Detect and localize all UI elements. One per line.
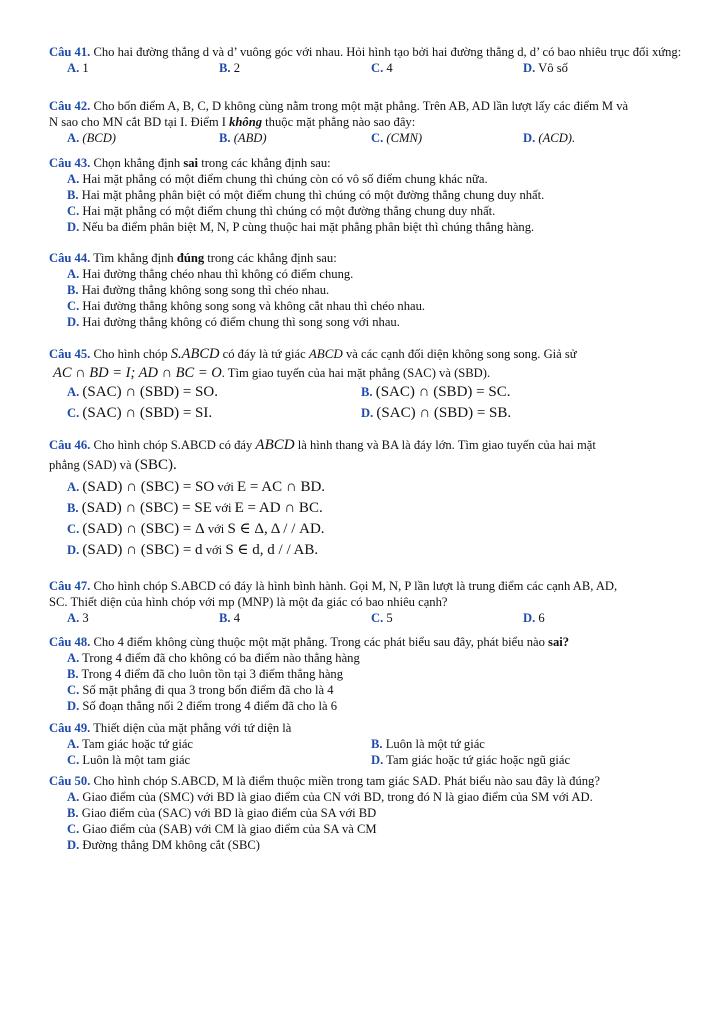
question-41-stem [49, 44, 710, 60]
question-48-option-b[interactable]: B. Trong 4 điểm đã cho luôn tồn tại 3 điểm thẳng hàng [67, 667, 344, 681]
question-46-stem-line-2: phẳng (SAD) và (SBC). [49, 457, 177, 473]
question-45-option-c[interactable]: C. (SAC) ∩ (SBD) = SI. [67, 405, 213, 421]
question-45-options-row-2 [67, 404, 710, 425]
question-48-option-d[interactable]: D. Số đoạn thẳng nối 2 điểm trong 4 điểm đã cho là 6 [67, 699, 338, 713]
question-48 [49, 634, 710, 714]
question-49-options-row-1 [67, 736, 710, 752]
question-43-options [67, 171, 710, 235]
question-41-option-b[interactable]: B. 2 [219, 61, 241, 75]
question-44-option-a[interactable]: A. Hai đường thẳng chéo nhau thì không có điểm chung. [67, 267, 354, 281]
question-49-stem: Câu 49. Thiết diện của mặt phẳng với tứ diện là [49, 721, 292, 735]
question-45-number: Câu 45. [49, 347, 91, 361]
question-43-option-b[interactable]: B. Hai mặt phẳng phân biệt có một điểm chung thì chúng có một đường thẳng chung duy nhất. [67, 188, 545, 202]
question-43-number: Câu 43. [49, 156, 91, 170]
question-47-option-b[interactable]: B. 4 [219, 611, 241, 625]
question-45-option-a[interactable]: A. (SAC) ∩ (SBD) = SO. [67, 384, 218, 400]
question-50-stem: Câu 50. Cho hình chóp S.ABCD, M là điểm thuộc miền trong tam giác SAD. Phát biểu nào sau đây là đúng? [49, 774, 600, 788]
question-42-option-d[interactable]: D. (ACD). [523, 131, 576, 145]
question-47-stem-line-2: SC. Thiết diện của hình chóp với mp (MNP) là một đa giác có bao nhiêu cạnh? [49, 595, 448, 609]
question-49-option-a[interactable]: A. Tam giác hoặc tứ giác [67, 737, 194, 751]
question-43-option-d[interactable]: D. Nếu ba điểm phân biệt M, N, P cùng thuộc hai mặt phẳng phân biệt thì chúng thẳng hàng. [67, 220, 535, 234]
question-49 [49, 720, 710, 768]
question-41-number: Câu 41. [49, 45, 91, 59]
question-46-option-c[interactable]: C. (SAD) ∩ (SBC) = Δ với S ∈ Δ, Δ / / AD. [67, 521, 325, 537]
question-42-emphasis: không [229, 115, 263, 129]
question-41-options [67, 60, 710, 76]
question-45-stem-line-2: AC ∩ BD = I; AD ∩ BC = O. Tìm giao tuyến của hai mặt phẳng (SAC) và (SBD). [53, 365, 491, 381]
question-47-options [67, 610, 710, 626]
question-47-option-d[interactable]: D. 6 [523, 611, 545, 625]
question-44-option-c[interactable]: C. Hai đường thẳng không song song và không cắt nhau thì chéo nhau. [67, 299, 426, 313]
question-45-options-row-1 [67, 383, 710, 404]
question-45-option-d[interactable]: D. (SAC) ∩ (SBD) = SB. [361, 405, 512, 421]
question-46-stem-line-1: Câu 46. Cho hình chóp S.ABCD có đáy ABCD là hình thang và BA là đáy lớn. Tìm giao tuyến của hai mặt [49, 437, 596, 453]
question-43-option-c[interactable]: C. Hai mặt phẳng có một điểm chung thì chúng có một đường thẳng chung duy nhất. [67, 204, 496, 218]
question-41-option-d[interactable]: D. Vô số [523, 61, 568, 75]
question-43 [49, 155, 710, 235]
question-49-option-b[interactable]: B. Luôn là một tứ giác [371, 737, 485, 751]
question-42-option-c[interactable]: C. (CMN) [371, 131, 423, 145]
question-41 [49, 44, 710, 76]
question-49-option-d[interactable]: D. Tam giác hoặc tứ giác hoặc ngũ giác [371, 753, 571, 767]
question-48-emphasis: sai? [548, 635, 570, 649]
question-49-options-row-2 [67, 752, 710, 768]
question-48-options [67, 650, 710, 714]
question-41-option-c[interactable]: C. 4 [371, 61, 393, 75]
question-42-option-a[interactable]: A. (BCD) [67, 131, 116, 145]
question-50-number: Câu 50. [49, 774, 91, 788]
question-49-option-c[interactable]: C. Luôn là một tam giác [67, 753, 191, 767]
question-43-emphasis: sai [183, 156, 199, 170]
question-42-stem-line-2: N sao cho MN cắt BD tại I. Điểm I không thuộc mặt phẳng nào sao đây: [49, 115, 416, 129]
question-46-option-a[interactable]: A. (SAD) ∩ (SBC) = SO với E = AC ∩ BD. [67, 479, 326, 495]
question-47-option-a[interactable]: A. 3 [67, 611, 89, 625]
question-42-number: Câu 42. [49, 99, 91, 113]
question-43-stem: Câu 43. Chọn khẳng định sai trong các khẳng định sau: [49, 156, 331, 170]
question-44-number: Câu 44. [49, 251, 91, 265]
question-42 [49, 98, 710, 146]
question-42-options [67, 130, 710, 146]
question-47 [49, 578, 710, 626]
question-42-option-b[interactable]: B. (ABD) [219, 131, 267, 145]
question-46 [49, 435, 710, 561]
question-46-option-b[interactable]: B. (SAD) ∩ (SBC) = SE với E = AD ∩ BC. [67, 500, 323, 516]
question-50-options [67, 789, 710, 853]
question-44-option-d[interactable]: D. Hai đường thẳng không có điểm chung thì song song với nhau. [67, 315, 400, 329]
question-44-options [67, 266, 710, 330]
question-46-option-d[interactable]: D. (SAD) ∩ (SBC) = d với S ∈ d, d / / AB. [67, 542, 319, 558]
question-48-stem: Câu 48. Cho 4 điểm không cùng thuộc một mặt phẳng. Trong các phát biểu sau đây, phát biểu nào sai? [49, 635, 570, 649]
question-50-option-c[interactable]: C. Giao điểm của (SAB) với CM là giao điểm của SA và CM [67, 822, 377, 836]
question-41-text: Cho hai đường thẳng d và d’ vuông góc với nhau. Hỏi hình tạo bởi hai đường thẳng d, d’ có bao nhiêu trục đối xứng: [93, 45, 682, 59]
question-44 [49, 250, 710, 330]
question-50-option-d[interactable]: D. Đường thẳng DM không cắt (SBC) [67, 838, 260, 852]
question-45 [49, 344, 710, 425]
question-48-option-a[interactable]: A. Trong 4 điểm đã cho không có ba điểm nào thẳng hàng [67, 651, 360, 665]
question-42-stem-line-1: Câu 42. Cho bốn điểm A, B, C, D không cùng nằm trong một mặt phẳng. Trên AB, AD lần lượt lấy các điểm M và [49, 99, 629, 113]
question-44-option-b[interactable]: B. Hai đường thẳng không song song thì chéo nhau. [67, 283, 330, 297]
question-48-number: Câu 48. [49, 635, 91, 649]
question-46-options [67, 477, 710, 561]
question-47-stem-line-1: Câu 47. Cho hình chóp S.ABCD có đáy là hình bình hành. Gọi M, N, P lần lượt là trung điểm các cạnh AB, AD, [49, 579, 618, 593]
question-45-stem-line-1: Câu 45. Cho hình chóp S.ABCD có đáy là tứ giác ABCD và các cạnh đối diện không song song. Giả sử [49, 346, 577, 362]
question-47-option-c[interactable]: C. 5 [371, 611, 393, 625]
question-48-option-c[interactable]: C. Số mặt phẳng đi qua 3 trong bốn điểm đã cho là 4 [67, 683, 334, 697]
question-43-option-a[interactable]: A. Hai mặt phẳng có một điểm chung thì chúng còn có vô số điểm chung khác nữa. [67, 172, 488, 186]
question-50-option-a[interactable]: A. Giao điểm của (SMC) với BD là giao điểm của CN với BD, trong đó N là giao điểm của SM với AD. [67, 790, 593, 804]
question-44-stem: Câu 44. Tìm khẳng định đúng trong các khẳng định sau: [49, 251, 337, 265]
question-49-number: Câu 49. [49, 721, 91, 735]
question-47-number: Câu 47. [49, 579, 91, 593]
question-50-option-b[interactable]: B. Giao điểm của (SAC) với BD là giao điểm của SA với BD [67, 806, 377, 820]
question-46-number: Câu 46. [49, 438, 91, 452]
question-44-emphasis: đúng [176, 251, 205, 265]
question-41-option-a[interactable]: A. 1 [67, 61, 89, 75]
question-45-option-b[interactable]: B. (SAC) ∩ (SBD) = SC. [361, 384, 511, 400]
question-50 [49, 773, 710, 853]
